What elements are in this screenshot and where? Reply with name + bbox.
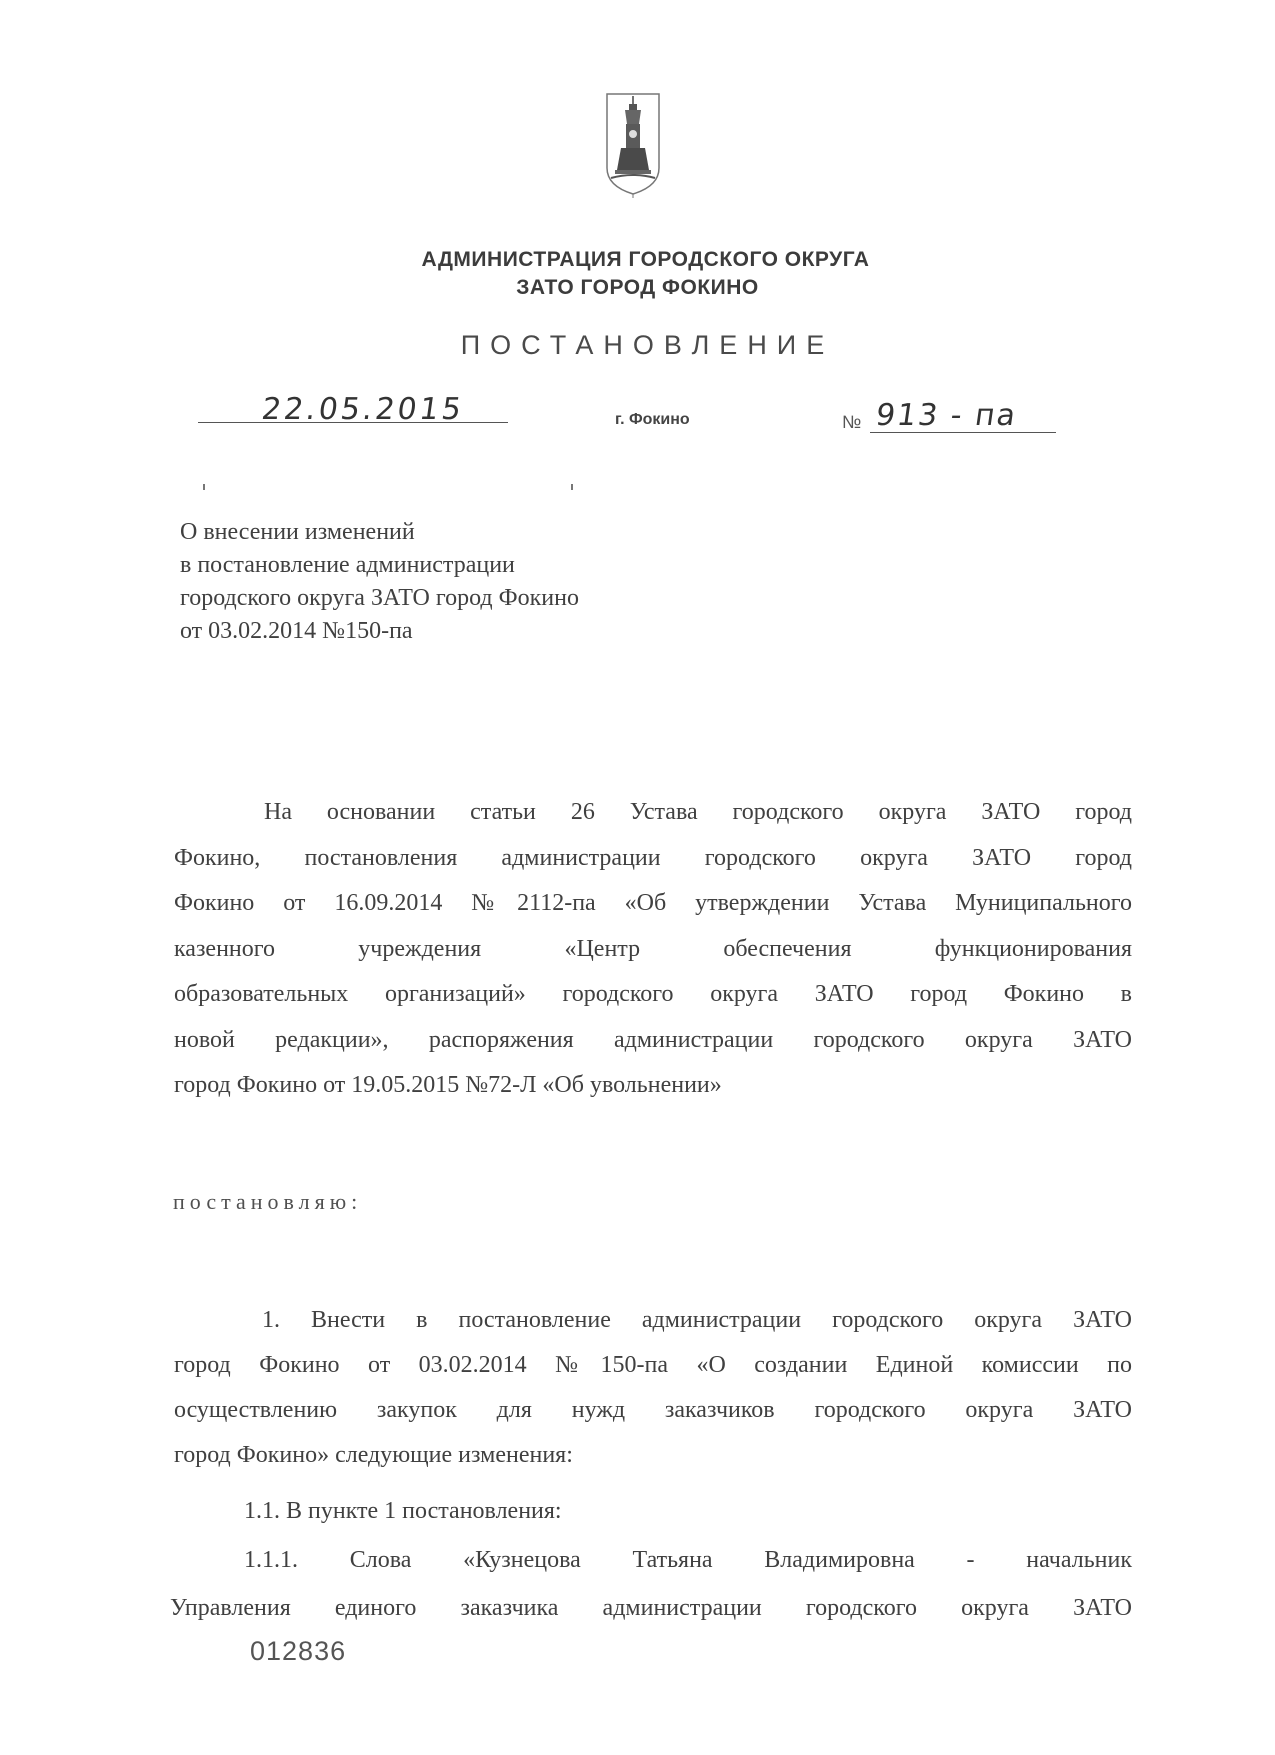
preamble-paragraph — [174, 790, 1132, 1109]
subject-line: от 03.02.2014 №150-па — [180, 618, 413, 644]
item-1-1-1: 1.1.1. Слова «Кузнецова Татьяна Владимировна - начальник — [244, 1547, 1132, 1573]
subject-line: в постановление администрации — [180, 552, 515, 578]
handwritten-date: 22.05.2015 — [259, 392, 467, 427]
handwritten-document-number: 913 - па — [873, 398, 1020, 433]
item-1-line: осуществлению закупок для нужд заказчиков городского округа ЗАТО — [174, 1397, 1132, 1423]
corner-mark-left — [203, 484, 205, 490]
preamble-line: Фокино от 16.09.2014 №2112-па «Об утверждении Устава Муниципального — [174, 890, 1132, 916]
resolve-word: постановляю: — [173, 1189, 363, 1214]
form-serial-number: 012836 — [250, 1636, 347, 1666]
subject-line: городского округа ЗАТО город Фокино — [180, 585, 579, 611]
item-1-line: 1. Внести в постановление администрации городского округа ЗАТО — [262, 1307, 1132, 1333]
preamble-line: казенного учреждения «Центр обеспечения функционирования — [174, 935, 1132, 962]
organization-name-line2: ЗАТО ГОРОД ФОКИНО — [516, 276, 759, 299]
document-type-title: ПОСТАНОВЛЕНИЕ — [460, 330, 835, 360]
item-1-line: город Фокино от 03.02.2014 №150-па «О создании Единой комиссии по — [174, 1352, 1132, 1378]
preamble-line: город Фокино от 19.05.2015 №72-Л «Об увольнении» — [174, 1072, 722, 1098]
subject-line: О внесении изменений — [180, 519, 415, 545]
preamble-line: Фокино, постановления администрации городского округа ЗАТО город — [174, 844, 1132, 871]
date-underline — [198, 422, 508, 423]
item-1-paragraph — [174, 1298, 1132, 1478]
item-1-1-1-continuation: Управления единого заказчика администрации городского округа ЗАТО — [170, 1595, 1132, 1621]
corner-mark-right — [571, 484, 573, 490]
number-underline — [870, 432, 1056, 433]
organization-name-line1: АДМИНИСТРАЦИЯ ГОРОДСКОГО ОКРУГА — [421, 248, 870, 271]
subject-block — [180, 516, 579, 648]
preamble-line: На основании статьи 26 Устава городского округа ЗАТО город — [264, 799, 1132, 825]
item-1-line: город Фокино» следующие изменения: — [174, 1442, 573, 1468]
coat-of-arms-emblem — [603, 90, 663, 200]
city-label: г. Фокино — [615, 411, 690, 428]
preamble-line: новой редакции», распоряжения администрации городского округа ЗАТО — [174, 1026, 1132, 1053]
item-1-1: 1.1. В пункте 1 постановления: — [244, 1498, 562, 1524]
preamble-line: образовательных организаций» городского округа ЗАТО город Фокино в — [174, 981, 1132, 1007]
number-label: № — [842, 412, 862, 432]
